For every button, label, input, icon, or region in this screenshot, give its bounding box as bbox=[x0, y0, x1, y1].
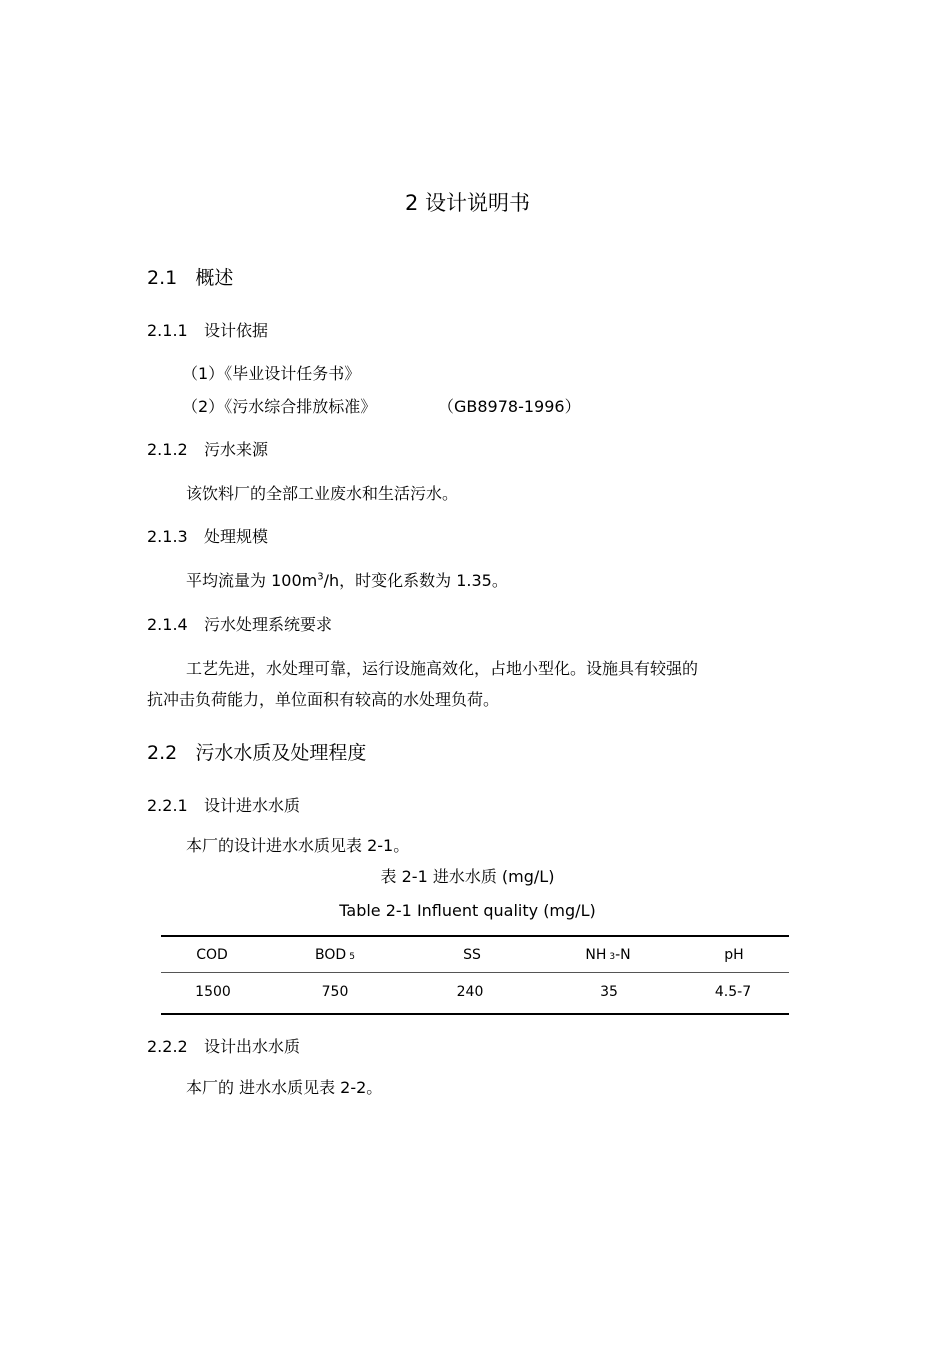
source-paragraph: 该饮料厂的全部工业废水和生活污水。 bbox=[186, 484, 459, 503]
table-caption-chinese: 表 2-1 进水水质 (mg/L) bbox=[380, 867, 555, 886]
table-cell-bod5: 750 bbox=[321, 984, 349, 1000]
scale-paragraph bbox=[186, 568, 508, 591]
subsection-number: 2.1.2 bbox=[147, 440, 188, 459]
section-number: 2.2 bbox=[147, 742, 178, 764]
section-title: 污水水质及处理程度 bbox=[195, 742, 367, 764]
subsection-title: 处理规模 bbox=[204, 527, 269, 546]
table-top-rule bbox=[161, 935, 789, 937]
subsection-number: 2.1.1 bbox=[147, 321, 188, 340]
table-header-rule bbox=[161, 972, 789, 973]
item-mark: （1） bbox=[182, 364, 225, 383]
section-2-2-heading bbox=[147, 738, 366, 765]
subsection-title: 设计出水水质 bbox=[204, 1037, 301, 1056]
subsection-number: 2.1.3 bbox=[147, 527, 188, 546]
chapter-title: 2 设计说明书 bbox=[404, 191, 531, 215]
subsection-title: 污水处理系统要求 bbox=[204, 615, 333, 634]
effluent-paragraph: 本厂的 进水水质见表 2-2。 bbox=[186, 1078, 383, 1097]
basis-item-1 bbox=[182, 361, 360, 384]
subsection-2-1-4-heading bbox=[147, 612, 332, 635]
item-mark: （2） bbox=[182, 397, 225, 416]
scale-prefix: 平均流量为 100m bbox=[186, 571, 318, 590]
table-header-bod5: BOD 5 bbox=[315, 947, 355, 963]
influent-paragraph: 本厂的设计进水水质见表 2-1。 bbox=[186, 836, 410, 855]
table-cell-ss: 240 bbox=[456, 984, 484, 1000]
scale-suffix: /h，时变化系数为 1.35。 bbox=[323, 571, 508, 590]
table-cell-cod: 1500 bbox=[195, 984, 231, 1000]
subsection-2-2-2-heading bbox=[147, 1034, 300, 1057]
subsection-2-2-1-heading bbox=[147, 793, 300, 816]
subsection-title: 设计依据 bbox=[204, 321, 269, 340]
section-number: 2.1 bbox=[147, 267, 178, 289]
subsection-2-1-1-heading bbox=[147, 318, 268, 341]
item-text: 《毕业设计任务书》 bbox=[224, 364, 361, 383]
table-header-ph: pH bbox=[724, 947, 744, 963]
table-cell-ph: 4.5-7 bbox=[714, 984, 752, 1000]
subsection-title: 污水来源 bbox=[204, 440, 269, 459]
subsection-number: 2.2.2 bbox=[147, 1037, 188, 1056]
subsection-2-1-3-heading bbox=[147, 524, 268, 547]
section-2-1-heading bbox=[147, 263, 233, 290]
unit-superscript: 3 bbox=[317, 571, 324, 583]
table-header-ss: SS bbox=[463, 947, 481, 963]
subsection-title: 设计进水水质 bbox=[204, 796, 301, 815]
item-text: 《污水综合排放标准》 bbox=[224, 397, 377, 416]
requirements-line-2: 抗冲击负荷能力，单位面积有较高的水处理负荷。 bbox=[147, 690, 500, 709]
basis-item-2-standard: （GB8978-1996） bbox=[438, 397, 581, 416]
table-header-cod: COD bbox=[196, 947, 228, 963]
subsection-2-1-2-heading bbox=[147, 437, 268, 460]
section-title: 概述 bbox=[195, 267, 234, 289]
table-header-nh3n: NH 3-N bbox=[585, 947, 631, 963]
table-bottom-rule bbox=[161, 1013, 789, 1015]
basis-item-2 bbox=[182, 394, 376, 417]
subsection-number: 2.2.1 bbox=[147, 796, 188, 815]
requirements-line-1: 工艺先进，水处理可靠，运行设施高效化，占地小型化。设施具有较强的 bbox=[186, 659, 699, 678]
subsection-number: 2.1.4 bbox=[147, 615, 188, 634]
table-cell-nh3n: 35 bbox=[600, 984, 618, 1000]
table-caption-english: Table 2-1 Influent quality (mg/L) bbox=[339, 901, 596, 920]
